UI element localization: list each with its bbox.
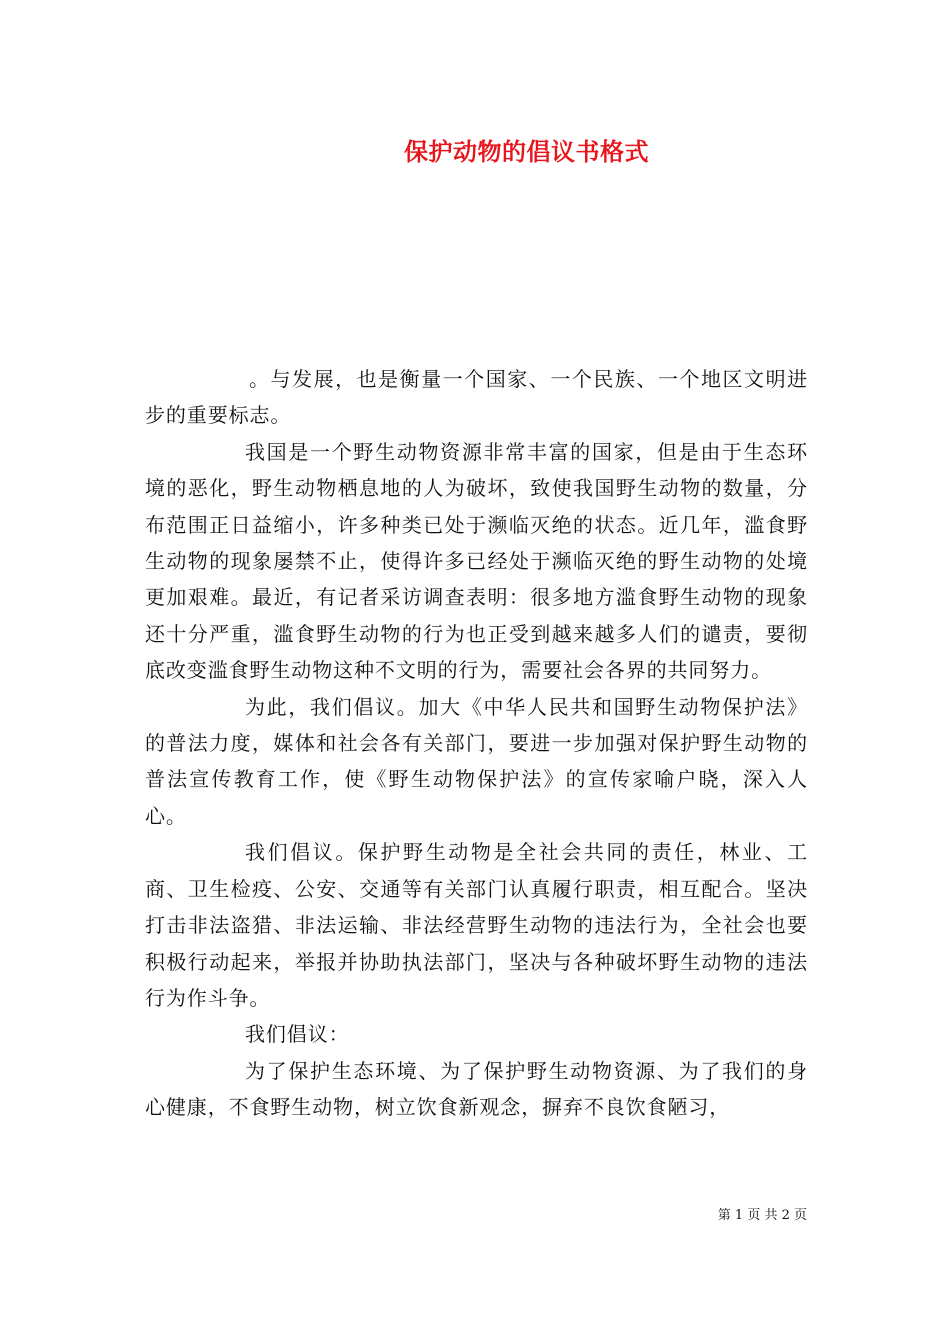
page-number-footer: 第 1 页 共 2 页	[717, 1208, 807, 1223]
paragraph-3: 为此，我们倡议。加大《中华人民共和国野生动物保护法》的普法力度，媒体和社会各有关部门，要进一步加强对保护野生动物的普法宣传教育工作，使《野生动物保护法》的宣传家喻户晓，深入人心。	[145, 694, 808, 828]
document-body	[145, 361, 808, 1126]
paragraph-4: 我们倡议。保护野生动物是全社会共同的责任，林业、工商、卫生检疫、公安、交通等有关部门认真履行职责，相互配合。坚决打击非法盗猎、非法运输、非法经营野生动物的违法行为，全社会也要积极行动起来，举报并协助执法部门，坚决与各种破坏野生动物的违法行为作斗争。	[145, 840, 808, 1010]
paragraph-6: 为了保护生态环境、为了保护野生动物资源、为了我们的身心健康，不食野生动物，树立饮食新观念，摒弃不良饮食陋习，	[145, 1058, 808, 1120]
paragraph-1: 。与发展，也是衡量一个国家、一个民族、一个地区文明进步的重要标志。	[145, 367, 808, 428]
paragraph-2: 我国是一个野生动物资源非常丰富的国家，但是由于生态环境的恶化，野生动物栖息地的人为破坏，致使我国野生动物的数量，分布范围正日益缩小，许多种类已处于濒临灭绝的状态。近几年，滥食野生动物的现象屡禁不止，使得许多已经处于濒临灭绝的野生动物的处境更加艰难。最近，有记者采访调查表明：很多地方滥食野生动物的现象还十分严重，滥食野生动物的行为也正受到越来越多人们的谴责，要彻底改变滥食野生动物这种不文明的行为，需要社会各界的共同努力。	[145, 439, 808, 683]
page-title: 保护动物的倡议书格式	[404, 137, 649, 166]
paragraph-5: 我们倡议：	[245, 1022, 350, 1047]
